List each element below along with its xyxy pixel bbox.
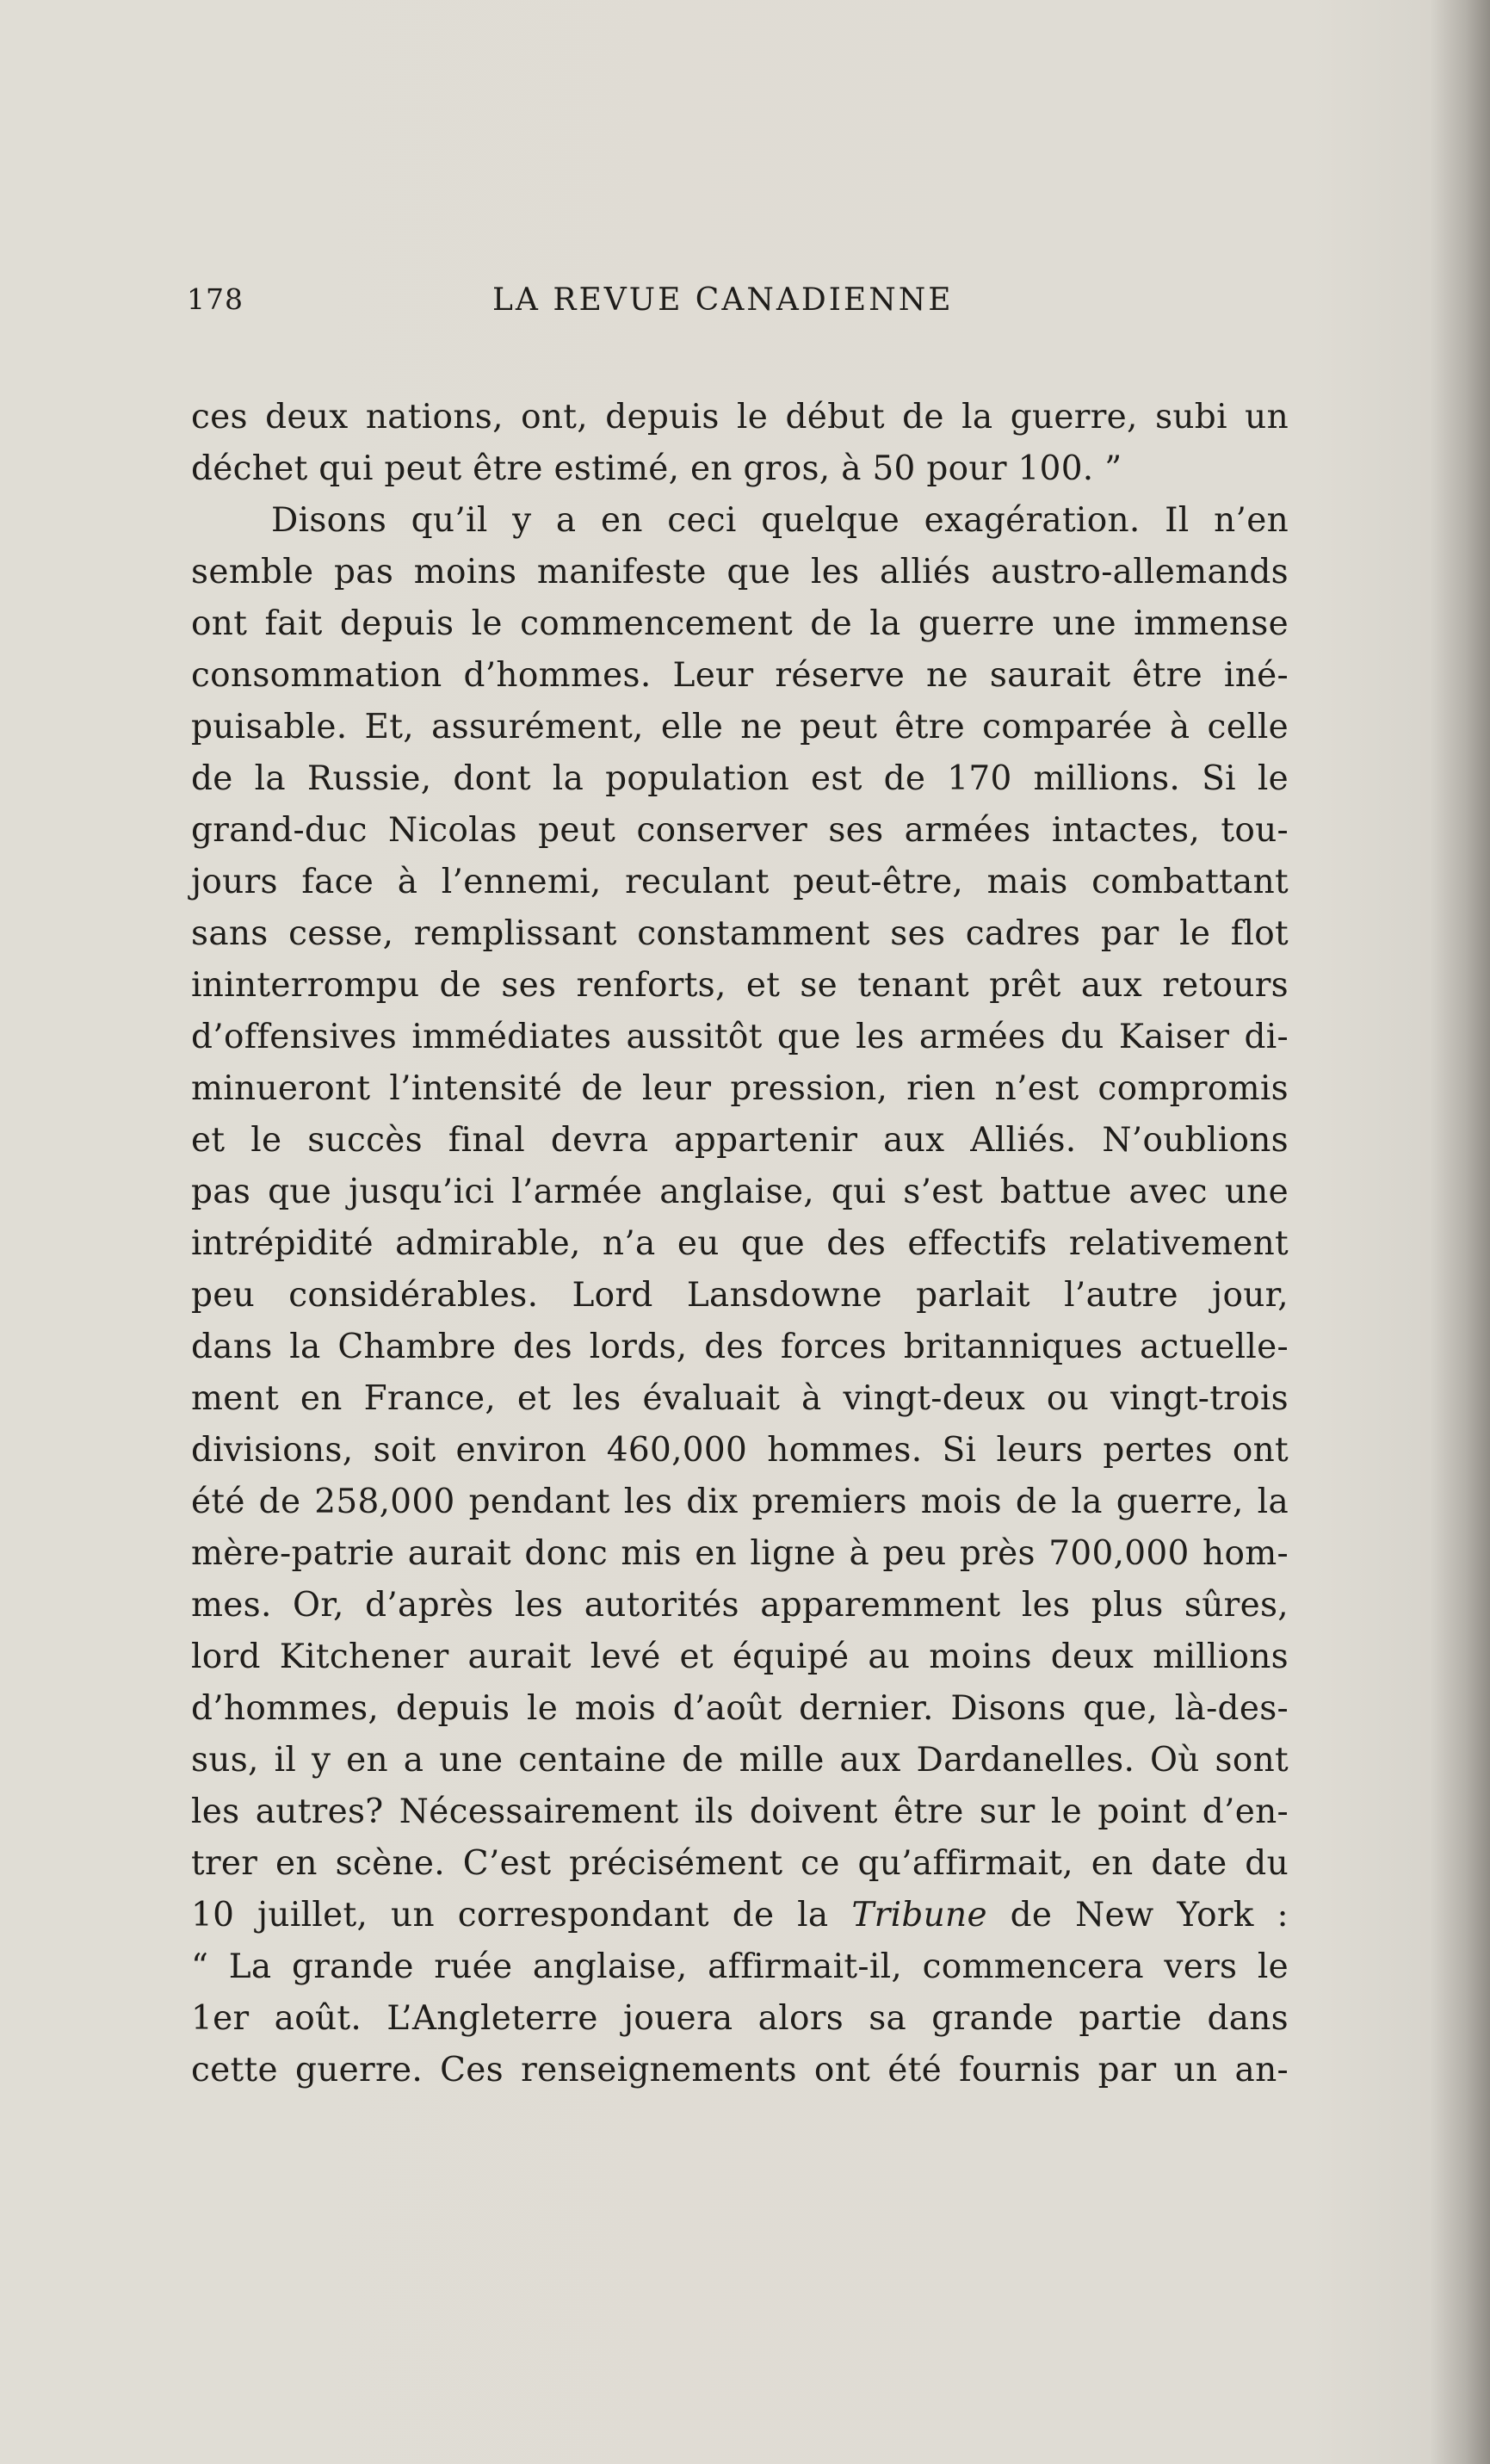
page-gutter-shadow [1430, 0, 1490, 2464]
italic-title: Tribune [851, 1896, 987, 1935]
text-line: et le succès final devra appartenir aux Alliés. N’oublions [191, 1121, 1289, 1160]
text-line: semble pas moins manifeste que les alliés austro-allemands [191, 553, 1289, 591]
text-segment: de New York : [1010, 1896, 1289, 1935]
text-line: été de 258,000 pendant les dix premiers mois de la guerre, la [191, 1483, 1289, 1521]
running-title: LA REVUE CANADIENNE [492, 282, 954, 318]
text-line: sus, il y en a une centaine de mille aux Dardanelles. Où sont [191, 1741, 1289, 1780]
text-line: divisions, soit environ 460,000 hommes. Si leurs pertes ont [191, 1431, 1289, 1470]
text-line: jours face à l’ennemi, reculant peut-être, mais combattant [191, 863, 1289, 901]
page-number: 178 [187, 282, 244, 316]
text-line: mère-patrie aurait donc mis en ligne à peu près 700,000 hom- [191, 1534, 1289, 1573]
text-line: d’hommes, depuis le mois d’août dernier. Disons que, là-des- [191, 1689, 1289, 1728]
text-line: pas que jusqu’ici l’armée anglaise, qui s’est battue avec une [191, 1173, 1289, 1211]
text-line: consommation d’hommes. Leur réserve ne saurait être iné- [191, 656, 1289, 695]
text-line: ininterrompu de ses renforts, et se tenant prêt aux retours [191, 966, 1289, 1005]
body-text [191, 392, 1289, 2096]
paragraph-first-line: Disons qu’il y a en ceci quelque exagération. Il n’en [271, 501, 1289, 540]
text-line: mes. Or, d’après les autorités apparemment les plus sûres, [191, 1586, 1289, 1625]
text-line: de la Russie, dont la population est de 170 millions. Si le [191, 759, 1289, 798]
text-line: intrépidité admirable, n’a eu que des effectifs relativement [191, 1224, 1289, 1263]
text-line: minueront l’intensité de leur pression, rien n’est compromis [191, 1069, 1289, 1108]
text-line: “ La grande ruée anglaise, affirmait-il, commencera vers le [191, 1947, 1289, 1986]
text-line: ment en France, et les évaluait à vingt-deux ou vingt-trois [191, 1379, 1289, 1418]
text-line-with-italic [191, 1890, 1289, 1941]
text-line: d’offensives immédiates aussitôt que les armées du Kaiser di- [191, 1018, 1289, 1056]
text-line: grand-duc Nicolas peut conserver ses armées intactes, tou- [191, 811, 1289, 850]
text-line: 1er août. L’Angleterre jouera alors sa grande partie dans [191, 1999, 1289, 2038]
text-line: lord Kitchener aurait levé et équipé au moins deux millions [191, 1638, 1289, 1676]
text-line: peu considérables. Lord Lansdowne parlait l’autre jour, [191, 1276, 1289, 1315]
text-line: cette guerre. Ces renseignements ont été fournis par un an- [191, 2051, 1289, 2089]
text-segment: 10 juillet, un correspondant de la [191, 1896, 829, 1935]
text-line: sans cesse, remplissant constamment ses cadres par le flot [191, 914, 1289, 953]
text-line: dans la Chambre des lords, des forces britanniques actuelle- [191, 1328, 1289, 1366]
text-line: puisable. Et, assurément, elle ne peut être comparée à celle [191, 708, 1289, 746]
text-line: ont fait depuis le commencement de la guerre une immense [191, 604, 1289, 643]
text-line: ces deux nations, ont, depuis le début de la guerre, subi un [191, 398, 1289, 436]
text-line: déchet qui peut être estimé, en gros, à 50 pour 100. ” [191, 449, 1122, 488]
text-line: trer en scène. C’est précisément ce qu’affirmait, en date du [191, 1844, 1289, 1883]
running-head [187, 282, 979, 334]
text-line: les autres? Nécessairement ils doivent être sur le point d’en- [191, 1792, 1289, 1831]
